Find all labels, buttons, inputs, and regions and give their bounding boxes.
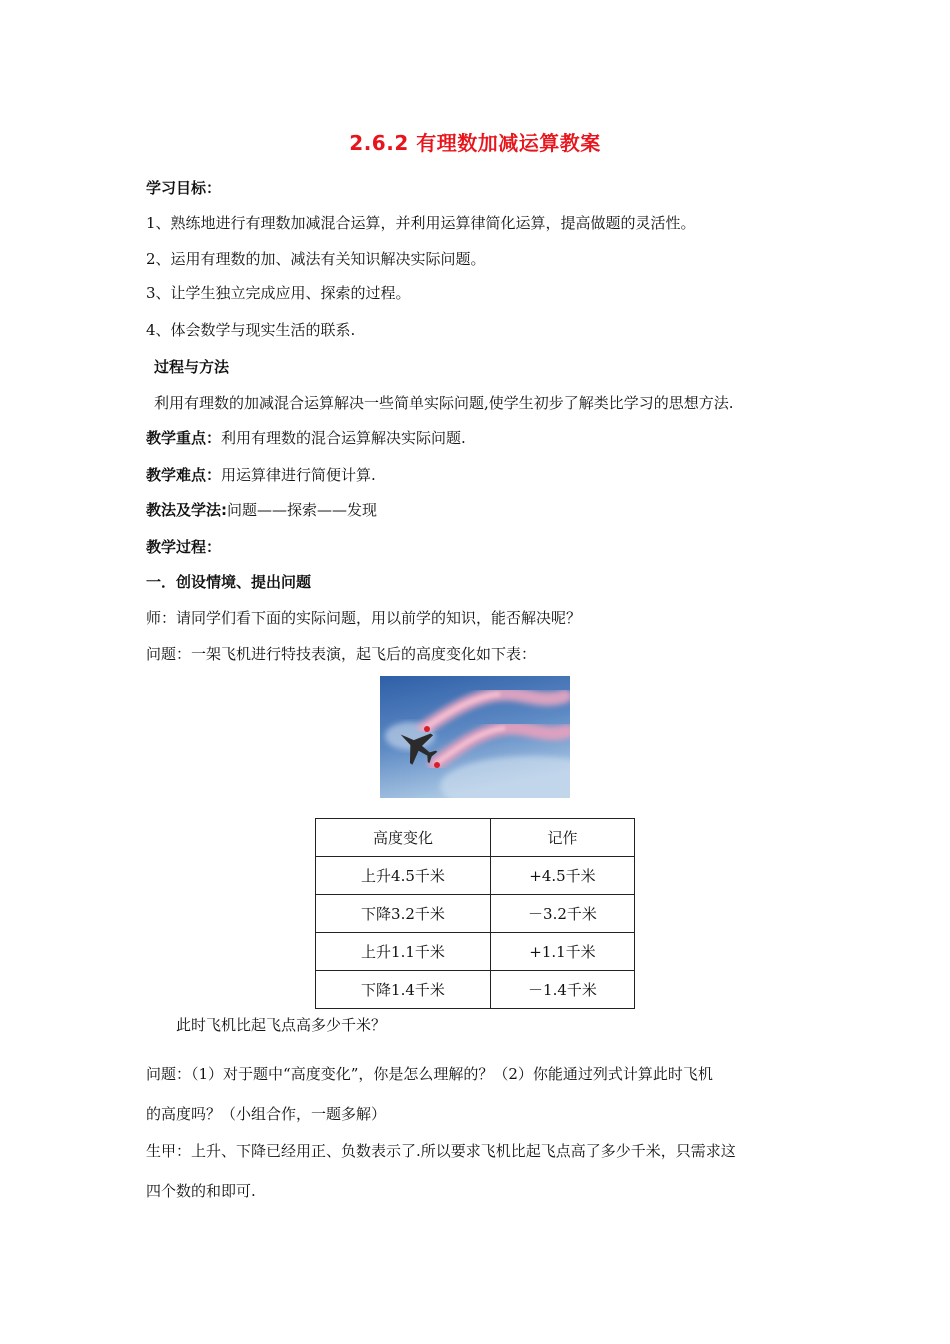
student-line-2: 四个数的和即可. (146, 1182, 256, 1200)
difficulty-text: 用运算律进行简便计算. (221, 466, 376, 484)
after-table-question: 此时飞机比起飞点高多少千米？ (176, 1016, 387, 1034)
document-title: 2.6.2 有理数加减运算教案 (349, 131, 601, 155)
airshow-photo (380, 676, 570, 798)
student-line-1: 生甲：上升、下降已经用正、负数表示了.所以要求飞机比起飞点高了多少千米，只需求这 (146, 1142, 736, 1160)
altitude-table (315, 818, 635, 1009)
question-line-2: 的高度吗？（小组合作，一题多解） (146, 1105, 387, 1123)
table-cell: 上升4.5千米 (316, 857, 491, 895)
question-line-1: 问题：（1）对于题中“高度变化”，你是怎么理解的？（2）你能通过列式计算此时飞机 (146, 1065, 713, 1083)
table-header-row (316, 819, 635, 857)
table-header-cell: 高度变化 (316, 819, 491, 857)
objective-item-4: 4、体会数学与现实生活的联系. (146, 321, 356, 339)
key-point-label: 教学重点： (146, 429, 222, 447)
table-row (316, 857, 635, 895)
objective-item-2: 2、运用有理数的加、减法有关知识解决实际问题。 (146, 250, 486, 268)
method-text: 问题——探索——发现 (227, 501, 378, 519)
table-cell: －1.4千米 (490, 971, 634, 1009)
table-cell: 上升1.1千米 (316, 933, 491, 971)
key-point-line (146, 428, 466, 448)
table-cell: －3.2千米 (490, 895, 634, 933)
method-label: 教法及学法: (146, 501, 227, 519)
table-cell: +4.5千米 (490, 857, 634, 895)
table-row (316, 971, 635, 1009)
table-header-cell: 记作 (490, 819, 634, 857)
table-row (316, 895, 635, 933)
objective-item-3: 3、让学生独立完成应用、探索的过程。 (146, 284, 411, 302)
section1-heading: 一．创设情境、提出问题 (146, 573, 312, 591)
airshow-photo-svg (380, 676, 570, 798)
key-point-text: 利用有理数的混合运算解决实际问题. (221, 429, 466, 447)
process-method-heading: 过程与方法 (154, 358, 230, 376)
objectives-heading: 学习目标： (146, 179, 222, 197)
table-row (316, 933, 635, 971)
process-method-text: 利用有理数的加减混合运算解决一些简单实际问题,使学生初步了解类比学习的思想方法. (154, 394, 734, 412)
objective-item-1: 1、熟练地进行有理数加减混合运算，并利用运算律简化运算，提高做题的灵活性。 (146, 214, 696, 232)
table-cell: 下降1.4千米 (316, 971, 491, 1009)
difficulty-line (146, 465, 376, 485)
table-cell: +1.1千米 (490, 933, 634, 971)
method-line (146, 500, 377, 520)
teacher-line: 师：请同学们看下面的实际问题，用以前学的知识，能否解决呢？ (146, 609, 582, 627)
difficulty-label: 教学难点： (146, 466, 222, 484)
procedure-heading: 教学过程： (146, 538, 222, 556)
table-cell: 下降3.2千米 (316, 895, 491, 933)
problem-line: 问题：一架飞机进行特技表演，起飞后的高度变化如下表： (146, 645, 537, 663)
